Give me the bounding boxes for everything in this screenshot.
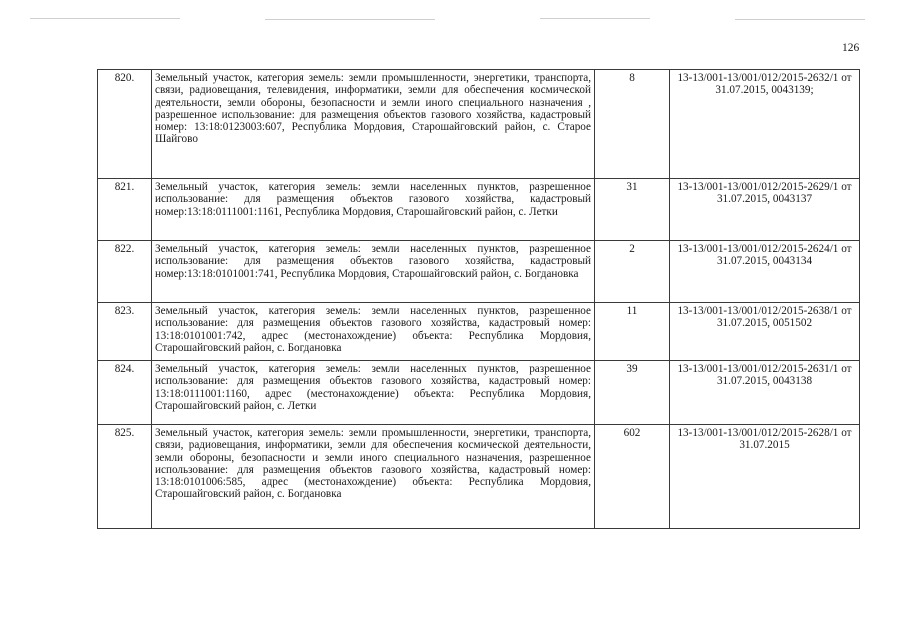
scan-noise bbox=[540, 18, 650, 19]
row-number: 823. bbox=[98, 303, 152, 361]
table-row bbox=[98, 241, 860, 303]
row-area: 2 bbox=[595, 241, 670, 303]
row-description: Земельный участок, категория земель: земли промышленности, энергетики, транспорта, связи, радиовещания, информатики, земли для обеспечения космической деятельности, земли обороны, безопасности и земли иного специального назначения, разрешенное использование: для размещения объектов газового хозяйства, кадастровый номер: 13:18:0101006:585, адрес (местонахождение) объекта: Республика Мордовия, Старошайговский район, с. Богдановка bbox=[152, 425, 595, 529]
row-description: Земельный участок, категория земель: земли населенных пунктов, разрешенное использование: для размещения объектов газового хозяйства, кадастровый номер:13:18:0111001:1161, Республика Мордовия, Старошайговский район, с. Летки bbox=[152, 179, 595, 241]
row-area: 11 bbox=[595, 303, 670, 361]
row-registration: 13-13/001-13/001/012/2015-2629/1 от 31.07.2015, 0043137 bbox=[670, 179, 860, 241]
row-description: Земельный участок, категория земель: земли населенных пунктов, разрешенное использование: для размещения объектов газового хозяйства, кадастровый номер: 13:18:0101001:742, адрес (местонахождение) объекта: Республика Мордовия, Старошайговский район, с. Богдановка bbox=[152, 303, 595, 361]
row-description: Земельный участок, категория земель: земли населенных пунктов, разрешенное использование: для размещения объектов газового хозяйства, кадастровый номер:13:18:0101001:741, Республика Мордовия, Старошайговский район, с. Богдановка bbox=[152, 241, 595, 303]
scan-noise bbox=[735, 19, 865, 20]
page-number: 126 bbox=[842, 42, 860, 54]
row-number: 824. bbox=[98, 361, 152, 425]
table-row bbox=[98, 361, 860, 425]
row-number: 822. bbox=[98, 241, 152, 303]
row-registration: 13-13/001-13/001/012/2015-2632/1 от 31.07.2015, 0043139; bbox=[670, 70, 860, 179]
row-registration: 13-13/001-13/001/012/2015-2638/1 от 31.07.2015, 0051502 bbox=[670, 303, 860, 361]
table-row bbox=[98, 303, 860, 361]
row-number: 825. bbox=[98, 425, 152, 529]
row-area: 31 bbox=[595, 179, 670, 241]
row-registration: 13-13/001-13/001/012/2015-2624/1 от 31.07.2015, 0043134 bbox=[670, 241, 860, 303]
row-registration: 13-13/001-13/001/012/2015-2628/1 от 31.07.2015 bbox=[670, 425, 860, 529]
row-number: 821. bbox=[98, 179, 152, 241]
table-row bbox=[98, 70, 860, 179]
row-area: 8 bbox=[595, 70, 670, 179]
table-row bbox=[98, 179, 860, 241]
row-number: 820. bbox=[98, 70, 152, 179]
row-area: 602 bbox=[595, 425, 670, 529]
row-registration: 13-13/001-13/001/012/2015-2631/1 от 31.07.2015, 0043138 bbox=[670, 361, 860, 425]
land-registry-table bbox=[97, 69, 860, 529]
scan-noise bbox=[265, 19, 435, 20]
table-row bbox=[98, 425, 860, 529]
row-area: 39 bbox=[595, 361, 670, 425]
scan-noise bbox=[30, 18, 180, 19]
row-description: Земельный участок, категория земель: земли населенных пунктов, разрешенное использование: для размещения объектов газового хозяйства, кадастровый номер: 13:18:0111001:1160, адрес (местонахождение) объекта: Республика Мордовия, Старошайговский район, с. Летки bbox=[152, 361, 595, 425]
row-description: Земельный участок, категория земель: земли промышленности, энергетики, транспорта, связи, радиовещания, телевидения, информатики, земли для обеспечения космической деятельности, земли обороны, безопасности и земли иного специального назначения , разрешенное использование: для размещения объектов газового хозяйства, кадастровый номер: 13:18:0123003:607, Республика Мордовия, Старошайговский район, с. Старое Шайгово bbox=[152, 70, 595, 179]
